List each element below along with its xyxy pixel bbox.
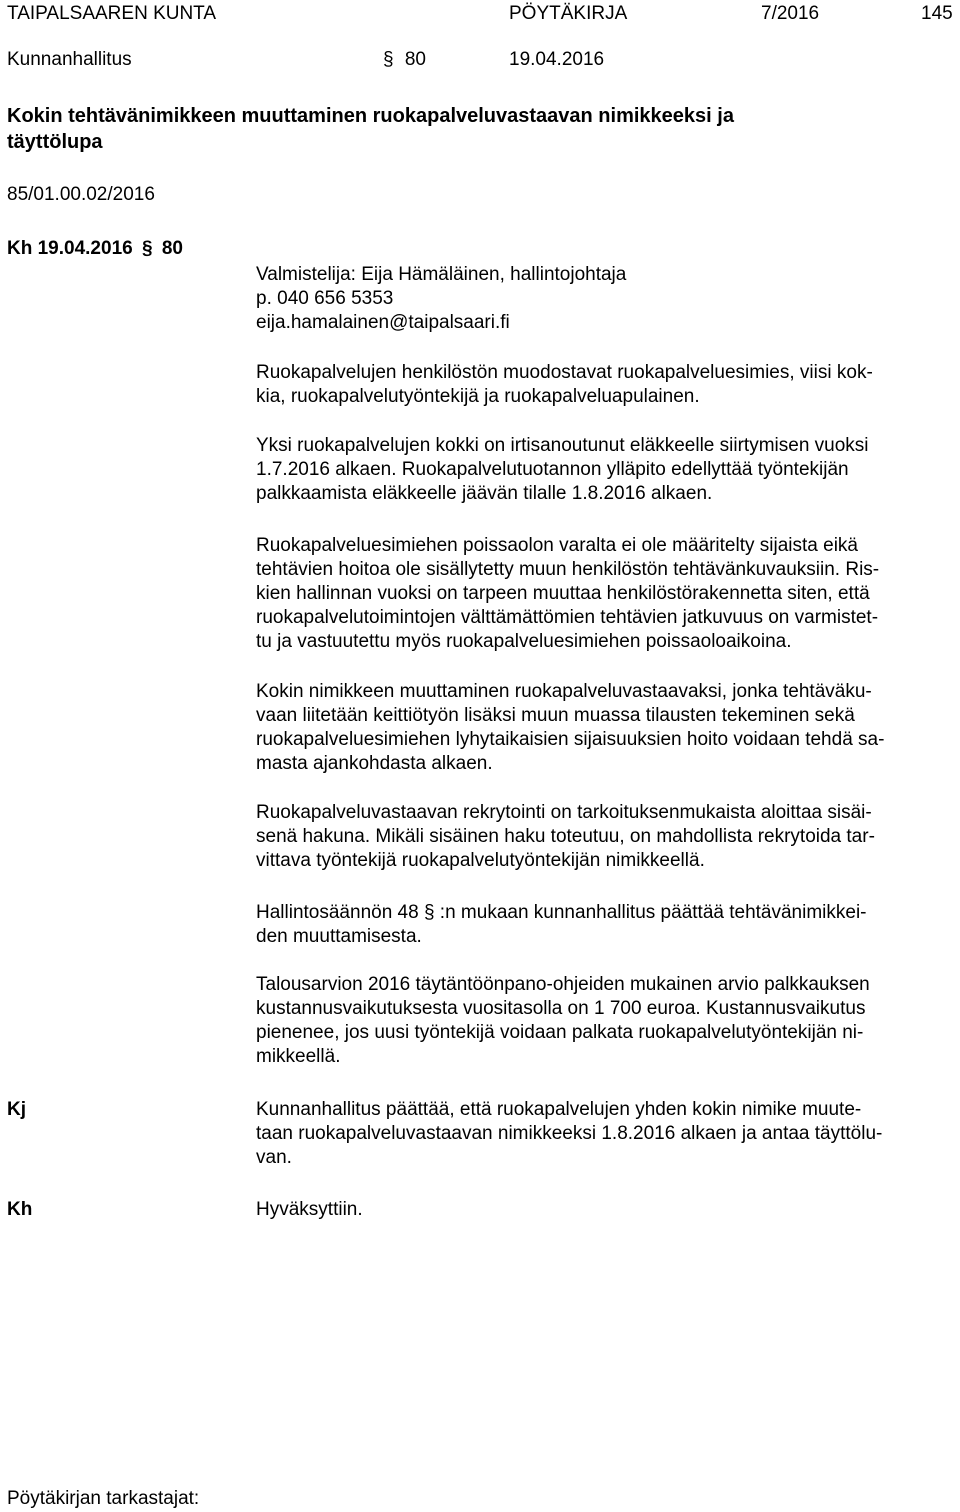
meeting-section-number: 80: [161, 238, 183, 259]
text-line: pienenee, jos uusi työntekijä voidaan palkata ruokapalvelutyöntekijän ni-: [256, 1022, 864, 1043]
proposal-label: Kj: [7, 1099, 26, 1120]
text-line: ruokapalveluesimiehen lyhytaikaisien sijaisuuksien hoito voidaan tehdä sa-: [256, 729, 885, 750]
text-line: palkkaamista eläkkeelle jäävän tilalle 1.8.2016 alkaen.: [256, 483, 713, 504]
governing-body: Kunnanhallitus: [7, 49, 132, 70]
text-line: Kunnanhallitus päättää, että ruokapalvelujen yhden kokin nimike muute-: [256, 1099, 862, 1120]
text-line: den muuttamisesta.: [256, 926, 422, 947]
text-line: Yksi ruokapalvelujen kokki on irtisanoutunut eläkkeelle siirtymisen vuoksi: [256, 435, 869, 456]
preparer-line: Valmistelija: Eija Hämäläinen, hallintojohtaja: [256, 264, 627, 285]
text-line: Talousarvion 2016 täytäntöönpano-ohjeiden mukainen arvio palkkauksen: [256, 974, 870, 995]
section-symbol: §: [383, 49, 394, 70]
text-line: Ruokapalveluesimiehen poissaolon varalta ei ole määritelty sijaista eikä: [256, 535, 858, 556]
record-number: 85/01.00.02/2016: [7, 184, 155, 205]
title-line-2: täyttölupa: [7, 131, 103, 153]
text-line: vaan liitetään keittiötyön lisäksi muun muassa tilausten tekeminen sekä: [256, 705, 855, 726]
text-line: tehtävien hoitoa ole sisällytetty muun henkilöstön tehtävänkuvauksiin. Ris-: [256, 559, 880, 580]
preparer-phone: p. 040 656 5353: [256, 288, 394, 309]
title-line-1: Kokin tehtävänimikkeen muuttaminen ruokapalveluvastaavan nimikkeeksi ja: [7, 105, 734, 127]
paragraph-retirement: [256, 434, 956, 506]
text-line: Kokin nimikkeen muuttaminen ruokapalveluvastaavaksi, jonka tehtäväku-: [256, 681, 872, 702]
text-line: kia, ruokapalvelutyöntekijä ja ruokapalveluapulainen.: [256, 386, 700, 407]
section-ref: [383, 48, 426, 72]
document-type: PÖYTÄKIRJA: [509, 3, 628, 24]
text-line: 1.7.2016 alkaen. Ruokapalvelutuotannon ylläpito edellyttää työntekijän: [256, 459, 849, 480]
paragraph-regulation: [256, 901, 956, 949]
meeting-section-symbol: §: [141, 238, 153, 259]
text-line: Hallintosäännön 48 § :n mukaan kunnanhallitus päättää tehtävänimikkei-: [256, 902, 867, 923]
decision-label: Kh: [7, 1199, 33, 1220]
meeting-reference: [7, 237, 183, 261]
decision-text: Hyväksyttiin.: [256, 1199, 363, 1220]
proposal-text: [256, 1098, 956, 1170]
paragraph-substitute: [256, 534, 956, 654]
text-line: van.: [256, 1147, 292, 1168]
meeting-date: 19.04.2016: [509, 49, 605, 70]
text-line: kustannusvaikutuksesta vuositasolla on 1 700 euroa. Kustannusvaikutus: [256, 998, 866, 1019]
text-line: senä hakuna. Mikäli sisäinen haku toteutuu, on mahdollista rekrytoida tar-: [256, 826, 875, 847]
preparer-email: eija.hamalainen@taipalsaari.fi: [256, 312, 510, 333]
paragraph-budget: [256, 973, 956, 1069]
section-number: 80: [404, 49, 426, 70]
document-number: 7/2016: [761, 3, 820, 24]
text-line: vittava työntekijä ruokapalvelutyöntekijän nimikkeellä.: [256, 850, 705, 871]
text-line: Ruokapalvelujen henkilöstön muodostavat ruokapalveluesimies, viisi kok-: [256, 362, 873, 383]
paragraph-staff: [256, 361, 956, 409]
text-line: masta ajankohdasta alkaen.: [256, 753, 493, 774]
text-line: tu ja vastuutettu myös ruokapalveluesimiehen poissaoloaikoina.: [256, 631, 792, 652]
paragraph-title-change: [256, 680, 956, 776]
meeting-reference-text: Kh 19.04.2016: [7, 238, 133, 259]
text-line: kien hallinnan vuoksi on tarpeen muuttaa henkilöstörakennetta siten, että: [256, 583, 870, 604]
text-line: Ruokapalveluvastaavan rekrytointi on tarkoituksenmukaista aloittaa sisäi-: [256, 802, 872, 823]
reviewers-label: Pöytäkirjan tarkastajat:: [7, 1488, 200, 1509]
text-line: ruokapalvelutoimintojen välttämättömien tehtävien jatkuvuus on varmistet-: [256, 607, 879, 628]
page-number: 145: [921, 3, 953, 24]
text-line: taan ruokapalveluvastaavan nimikkeeksi 1.8.2016 alkaen ja antaa täyttölu-: [256, 1123, 883, 1144]
text-line: mikkeellä.: [256, 1046, 341, 1067]
organization-name: TAIPALSAAREN KUNTA: [7, 3, 217, 24]
paragraph-recruitment: [256, 801, 956, 873]
